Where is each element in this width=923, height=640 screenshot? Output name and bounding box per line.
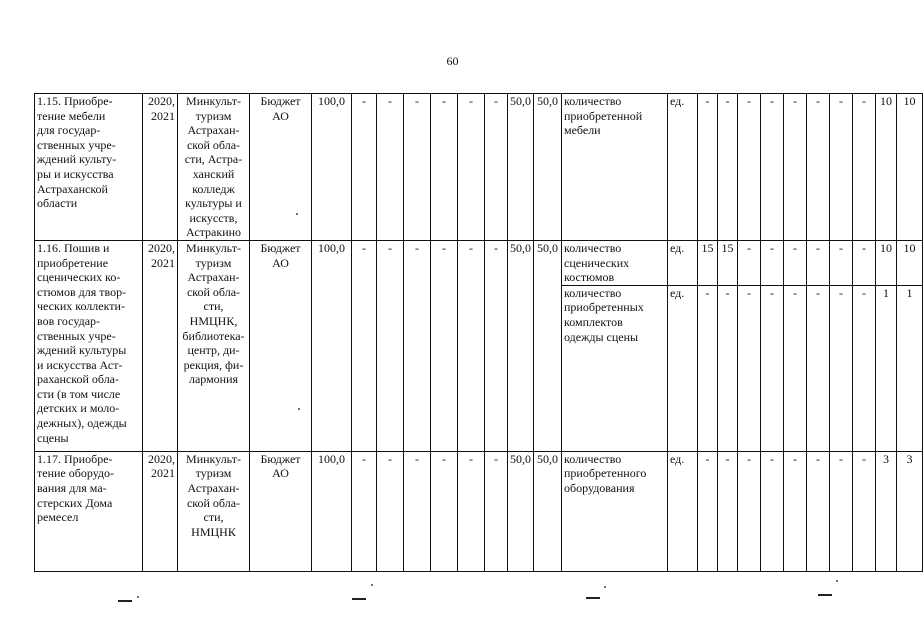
- indicator-unit: ед.: [668, 285, 698, 451]
- indicator-unit: ед.: [668, 451, 698, 571]
- indicator-dash: -: [784, 285, 807, 451]
- indicator-dash: -: [807, 240, 830, 285]
- indicator-name: количество приобретенного оборудования: [562, 451, 668, 571]
- indicator-dash: -: [738, 94, 761, 241]
- funding-dash: -: [431, 240, 458, 451]
- indicator-dash: -: [830, 285, 853, 451]
- funding-year-2: 50,0: [534, 94, 562, 241]
- funding-total: 100,0: [312, 451, 352, 571]
- funding-year-2: 50,0: [534, 451, 562, 571]
- indicator-dash: -: [738, 240, 761, 285]
- indicator-dash: -: [738, 285, 761, 451]
- funding-source: Бюджет АО: [250, 240, 312, 451]
- scan-mark: [118, 600, 132, 602]
- measure-years: 2020, 2021: [143, 94, 178, 241]
- funding-dash: -: [377, 451, 404, 571]
- measure-executor: Минкульт- туризм Астрахан- ской обла- сти, Астра- ханский колледж культуры и искусств, Астракино: [178, 94, 250, 241]
- funding-dash: -: [377, 94, 404, 241]
- funding-dash: -: [404, 451, 431, 571]
- funding-dash: -: [485, 451, 508, 571]
- indicator-name: количество сценических костюмов: [562, 240, 668, 285]
- funding-dash: -: [485, 94, 508, 241]
- indicator-dash: -: [830, 451, 853, 571]
- indicator-value: -: [698, 451, 718, 571]
- funding-year-1: 50,0: [508, 240, 534, 451]
- funding-dash: -: [485, 240, 508, 451]
- measure-executor: Минкульт- туризм Астрахан- ской обла- сти, НМЦНК: [178, 451, 250, 571]
- table-row: [35, 451, 923, 571]
- funding-dash: -: [431, 451, 458, 571]
- indicator-value: -: [718, 451, 738, 571]
- indicator-dash: -: [784, 451, 807, 571]
- table-body: [35, 94, 923, 572]
- funding-dash: -: [352, 94, 377, 241]
- indicator-dash: -: [738, 451, 761, 571]
- measure-name: 1.15. Приобре- тение мебели для государ- ственных учре- ждений культу- ры и искусства Астраханской области: [35, 94, 143, 241]
- measure-years: 2020, 2021: [143, 240, 178, 451]
- indicator-dash: -: [853, 451, 876, 571]
- indicator-target: 10: [876, 94, 897, 241]
- funding-dash: -: [458, 240, 485, 451]
- measure-name: 1.16. Пошив и приобретение сценических ко- стюмов для твор- ческих коллекти- вов государ- ственных учре- ждений культуры и искусства Аст- раханской обла- сти (в том числе детских и моло- дежных), одежды сцены: [35, 240, 143, 451]
- indicator-target: 10: [876, 240, 897, 285]
- indicator-value: 15: [698, 240, 718, 285]
- table-row: [35, 240, 923, 285]
- page-number: 60: [446, 54, 459, 68]
- indicator-dash: -: [853, 240, 876, 285]
- indicator-dash: -: [761, 451, 784, 571]
- indicator-name: количество приобретенной мебели: [562, 94, 668, 241]
- indicator-dash: -: [784, 240, 807, 285]
- indicator-dash: -: [761, 94, 784, 241]
- indicator-dash: -: [807, 94, 830, 241]
- measure-name: 1.17. Приобре- тение оборудо- вания для ма- стерских Дома ремесел: [35, 451, 143, 571]
- funding-total: 100,0: [312, 94, 352, 241]
- indicator-unit: ед.: [668, 240, 698, 285]
- funding-source: Бюджет АО: [250, 451, 312, 571]
- funding-dash: -: [352, 240, 377, 451]
- scan-dot: [298, 408, 300, 410]
- indicator-dash: -: [761, 285, 784, 451]
- indicator-dash: -: [853, 94, 876, 241]
- funding-dash: -: [458, 451, 485, 571]
- indicator-target: 3: [876, 451, 897, 571]
- indicator-name: количество приобретенных комплектов одежды сцены: [562, 285, 668, 451]
- indicator-value: -: [698, 94, 718, 241]
- scan-dot: [836, 580, 838, 582]
- indicator-target: 3: [897, 451, 923, 571]
- indicator-target: 10: [897, 94, 923, 241]
- scan-dot: [137, 596, 139, 598]
- indicator-dash: -: [761, 240, 784, 285]
- funding-dash: -: [404, 94, 431, 241]
- scan-dot: [604, 586, 606, 588]
- indicator-dash: -: [807, 451, 830, 571]
- indicator-value: -: [718, 94, 738, 241]
- indicator-value: -: [698, 285, 718, 451]
- funding-year-1: 50,0: [508, 451, 534, 571]
- program-table: [34, 93, 923, 572]
- scan-mark: [586, 597, 600, 599]
- funding-dash: -: [352, 451, 377, 571]
- measure-years: 2020, 2021: [143, 451, 178, 571]
- funding-total: 100,0: [312, 240, 352, 451]
- indicator-dash: -: [830, 240, 853, 285]
- funding-dash: -: [431, 94, 458, 241]
- scan-mark: [818, 594, 832, 596]
- funding-source: Бюджет АО: [250, 94, 312, 241]
- indicator-value: -: [718, 285, 738, 451]
- table-row: [35, 94, 923, 241]
- measure-executor: Минкульт- туризм Астрахан- ской обла- сти, НМЦНК, библиотека- центр, ди- рекция, фи- лармония: [178, 240, 250, 451]
- funding-dash: -: [377, 240, 404, 451]
- indicator-value: 15: [718, 240, 738, 285]
- indicator-dash: -: [853, 285, 876, 451]
- scan-dot: [371, 584, 373, 586]
- indicator-unit: ед.: [668, 94, 698, 241]
- scan-mark: [352, 598, 366, 600]
- funding-year-2: 50,0: [534, 240, 562, 451]
- indicator-target: 10: [897, 240, 923, 285]
- funding-year-1: 50,0: [508, 94, 534, 241]
- indicator-dash: -: [784, 94, 807, 241]
- scan-dot: [296, 213, 298, 215]
- indicator-dash: -: [807, 285, 830, 451]
- indicator-target: 1: [897, 285, 923, 451]
- funding-dash: -: [458, 94, 485, 241]
- indicator-dash: -: [830, 94, 853, 241]
- funding-dash: -: [404, 240, 431, 451]
- indicator-target: 1: [876, 285, 897, 451]
